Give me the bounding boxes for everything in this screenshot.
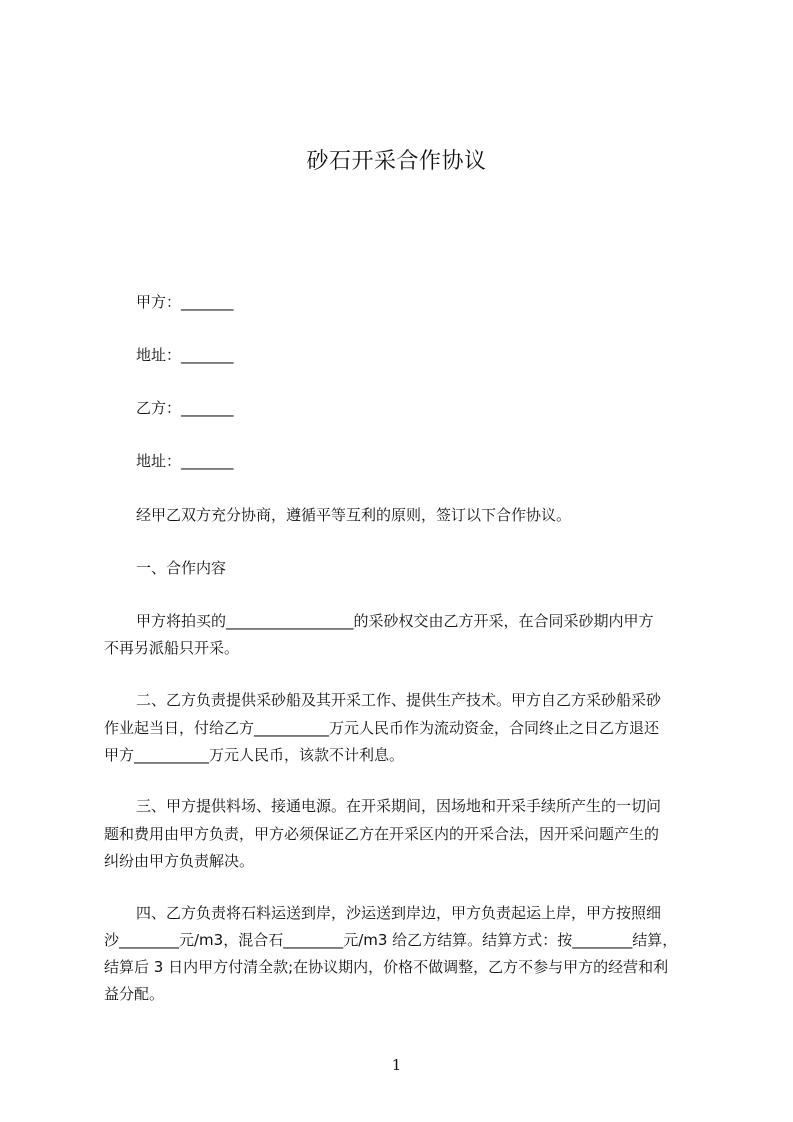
party-b-address-blank: _______ [181,452,234,470]
section-2-line-1: 二、乙方负责提供采砂船及其开采工作、提供生产技术。甲方自乙方采砂船采砂 [136,691,662,709]
section-1-line-2: 不再另派船只开采。 [104,639,240,657]
party-b-field [136,398,234,418]
party-a-field [136,292,234,312]
section-2-line-3: 甲方__________万元人民币，该款不计利息。 [104,746,405,764]
section-1-line-1: 甲方将拍买的_________________的采砂权交由乙方开采，在合同采砂期内甲方 [136,612,654,630]
section-1-heading: 一、合作内容 [136,559,227,577]
section-4-line-2: 沙________元/m3，混合石________元/m3 给乙方结算。结算方式：按________结算， [104,931,678,949]
section-3-line-3: 纠纷由甲方负责解决。 [104,852,255,870]
party-a-address-blank: _______ [181,346,234,364]
page-number: 1 [391,1056,402,1074]
party-b-blank: _______ [181,399,234,417]
section-4-line-1: 四、乙方负责将石料运送到岸，沙运送到岸边，甲方负责起运上岸，甲方按照细 [136,904,662,922]
party-a-address-label: 地址： [136,346,182,364]
document-title: 砂石开采合作协议 [306,149,487,174]
party-a-label: 甲方： [136,293,182,311]
party-b-label: 乙方： [136,399,182,417]
section-4-line-4: 益分配。 [104,985,165,1003]
section-3-line-2: 题和费用由甲方负责，甲方必须保证乙方在开采区内的开采合法，因开采问题产生的 [104,825,660,843]
party-a-blank: _______ [181,293,234,311]
section-4-line-3: 结算后 3 日内甲方付清全款;在协议期内，价格不做调整，乙方不参与甲方的经营和利 [104,958,669,976]
section-2-line-2: 作业起当日，付给乙方__________万元人民币作为流动资金，合同终止之日乙方退还 [104,719,660,737]
party-b-address-field [136,451,234,471]
party-b-address-label: 地址： [136,452,182,470]
intro-paragraph: 经甲乙双方充分协商，遵循平等互利的原则，签订以下合作协议。 [136,506,572,524]
section-3-line-1: 三、甲方提供料场、接通电源。在开采期间，因场地和开采手续所产生的一切问 [136,797,662,815]
party-a-address-field [136,345,234,365]
